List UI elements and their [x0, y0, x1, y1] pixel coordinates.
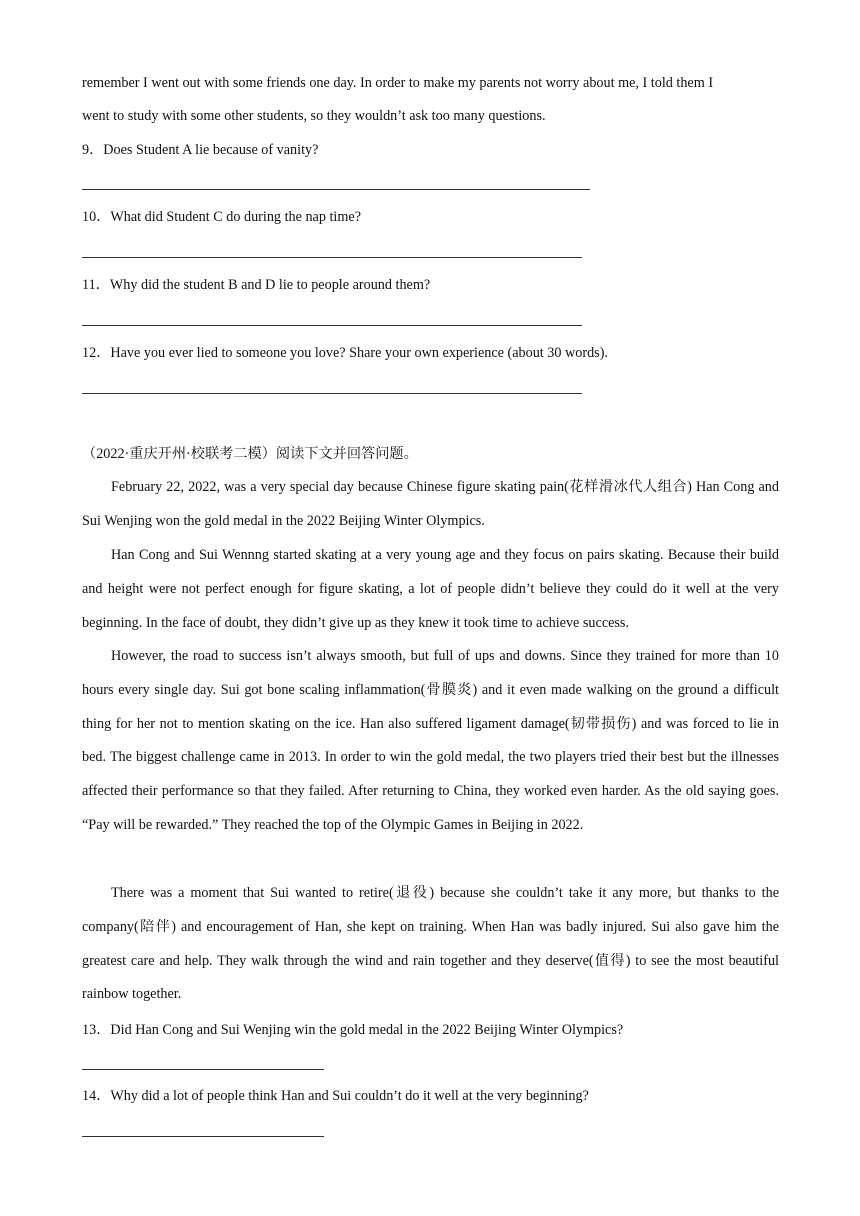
question-text: What did Student C do during the nap time? — [110, 209, 361, 225]
answer-line-11[interactable] — [82, 325, 582, 326]
question-number: 10． — [82, 209, 111, 225]
question-number: 12． — [82, 345, 111, 361]
question-text: Have you ever lied to someone you love? Share your own experience (about 30 words). — [110, 345, 608, 361]
question-13 — [82, 1020, 623, 1040]
answer-line-9[interactable] — [82, 189, 590, 190]
passage-paragraph-2: Han Cong and Sui Wennng started skating at a very young age and they focus on pairs skating. Because their build and height were not perfect enough for figure skating, a lot of people didn’t believe they could do it well at the very beginning. In the face of doubt, they didn’t give up as they knew it took time to achieve success. — [82, 547, 779, 631]
question-9 — [82, 140, 318, 160]
answer-line-10[interactable] — [82, 257, 582, 258]
answer-line-12[interactable] — [82, 393, 582, 394]
passage-paragraph-1: February 22, 2022, was a very special day because Chinese figure skating pain(花样滑冰代人组合) Han Cong and Sui Wenjing won the gold medal in the 2022 Beijing Winter Olympics. — [82, 479, 779, 529]
question-number: 14． — [82, 1088, 111, 1104]
question-text: Why did a lot of people think Han and Sui couldn’t do it well at the very beginning? — [110, 1088, 589, 1104]
question-text: Does Student A lie because of vanity? — [103, 142, 319, 158]
passage-tail-line-2: went to study with some other students, so they wouldn’t ask too many questions. — [82, 108, 546, 124]
question-12 — [82, 343, 608, 363]
answer-line-14[interactable] — [82, 1136, 324, 1137]
passage-tail-line-1: remember I went out with some friends one day. In order to make my parents not worry about me, I told them I — [82, 75, 714, 91]
passage-source: （2022·重庆开州·校联考二模）阅读下文并回答问题。 — [82, 446, 418, 462]
question-text: Did Han Cong and Sui Wenjing win the gold medal in the 2022 Beijing Winter Olympics? — [110, 1022, 624, 1038]
question-10 — [82, 207, 361, 227]
answer-line-13[interactable] — [82, 1069, 324, 1070]
question-number: 11． — [82, 277, 110, 293]
question-number: 13． — [82, 1022, 111, 1038]
question-number: 9． — [82, 142, 104, 158]
passage-paragraph-4: There was a moment that Sui wanted to retire(退役) because she couldn’t take it any more, but thanks to the company(陪伴) and encouragement of Han, she kept on training. When Han was badly injured. Sui also gave him the greatest care and help. They walk through the wind and rain together and they deserve(值得) to see the most beautiful rainbow together. — [82, 885, 779, 1003]
question-14 — [82, 1086, 589, 1106]
passage-paragraph-3: However, the road to success isn’t always smooth, but full of ups and downs. Since they trained for more than 10 hours every single day. Sui got bone scaling inflammation(骨膜炎) and it even made walking on the ground a difficult thing for her not to mention skating on the ice. Han also suffered ligament damage(韧带损伤) and was forced to lie in bed. The biggest challenge came in 2013. In order to win the gold medal, the two players tried their best but the illnesses affected their performance so that they failed. After returning to China, they worked even harder. As the old saying goes. “Pay will be rewarded.” They reached the top of the Olympic Games in Beijing in 2022. — [82, 648, 779, 833]
question-text: Why did the student B and D lie to people around them? — [109, 277, 431, 293]
question-11 — [82, 275, 430, 295]
